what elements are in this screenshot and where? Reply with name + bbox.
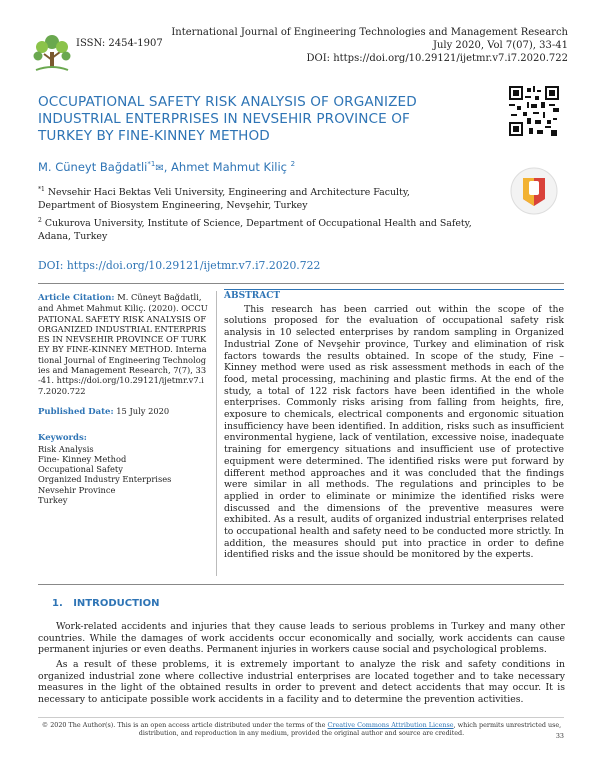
- keyword-item: Organized Industry Enterprises: [38, 474, 172, 485]
- footer-divider: [38, 717, 564, 718]
- issn: ISSN: 2454-1907: [76, 38, 163, 49]
- keyword-item: Turkey: [38, 495, 68, 506]
- copyright-post: , which permits unrestricted use, distribution, and reproduction in any medium, provided the original author and source are credited.: [138, 721, 562, 737]
- intro-paragraph-2: As a result of these problems, it is extremely important to analyze the risk and safety conditions in organized industrial zone where collective industrial enterprises are located together and to take necessary measures in the light of the obtained results in order to prevent and detect accidents that may occur. It is necessary to anticipate possible work accidents in a facility and to determine the prevention activities.: [38, 659, 565, 705]
- journal-name: International Journal of Engineering Technologies and Management Research: [171, 27, 568, 38]
- page-number: 33: [555, 732, 564, 740]
- column-divider: [216, 291, 217, 576]
- keywords-block: [38, 433, 208, 505]
- footer-copyright: [38, 721, 565, 737]
- qr-code-icon: [509, 86, 559, 136]
- published-date: 15 July 2020: [116, 405, 170, 416]
- divider-top: [38, 283, 564, 284]
- crossmark-badge[interactable]: [509, 166, 559, 216]
- citation-label: Article Citation:: [38, 293, 115, 303]
- abstract: [224, 291, 564, 561]
- divider-abstract-top: [224, 289, 564, 290]
- divider-bottom: [38, 584, 564, 585]
- header-doi: DOI: https://doi.org/10.29121/ijetmr.v7.i7.2020.722: [306, 53, 568, 64]
- affiliation-2-text: Cukurova University, Institute of Science, Department of Occupational Health and Safety, Adana, Turkey: [38, 218, 472, 242]
- abstract-text: This research has been carried out within the scope of the solutions proposed for the evaluation of occupational safety risk analysis in 10 selected enterprises by random sampling in Organized Industrial Zone of Nevşehir province, Turkey and elimination of risk factors towards the results obtained. In scope of the study, Fine – Kinney method were used as risk assessment methods in each of the food, metal processing, machining and plastic firms. At the end of the study, a total of 122 risk factors have been identified in the whole enterprises. Commonly risks arising from falling from heights, fire, exposure to chemicals, electrical components and ergonomic situation insufficiency have been identified. In addition, risks such as insufficient environmental hygiene, lack of ventilation, excessive noise, inadequate training for emergency situations and insufficient use of protective equipment were determined. The identified risks were put forward by different method approaches and it was concluded that the findings were similar in all methods. The regulations and principles to be applied in order to eliminate or minimize the identified risks were discussed and the dimensions of the preventive measures were exhibited. As a result, audits of organized industrial enterprises related to occupational health and safety need to be conducted more strictly. In addition, the measures should put into practice in order to define identified risks and the issue should be monitored by the experts.: [224, 303, 564, 561]
- affiliation-2: [38, 215, 478, 243]
- author-1[interactable]: M. Cüneyt Bağdatli: [38, 160, 148, 174]
- doi-line[interactable]: DOI: https://doi.org/10.29121/ijetmr.v7.i7.2020.722: [38, 259, 321, 272]
- author-2[interactable]: Ahmet Mahmut Kiliç: [171, 160, 288, 174]
- keywords-label: Keywords:: [38, 433, 87, 444]
- authors: [38, 160, 295, 174]
- article-title: OCCUPATIONAL SAFETY RISK ANALYSIS OF ORGANIZED INDUSTRIAL ENTERPRISES IN NEVSEHIR PROVINCE OF TURKEY BY FINE-KINNEY METHOD: [38, 94, 417, 144]
- affiliation-2-num: 2: [38, 217, 42, 224]
- issue-info: July 2020, Vol 7(07), 33-41: [432, 40, 568, 51]
- journal-logo: [30, 30, 74, 74]
- affiliation-1-text: Nevsehir Haci Bektas Veli University, Engineering and Architecture Faculty, Department of Biosystem Engineering, Nevşehir, Turkey: [38, 187, 410, 211]
- published-label: Published Date:: [38, 406, 114, 417]
- tree-logo-icon: [30, 30, 74, 74]
- license-link[interactable]: Creative Commons Attribution License: [327, 721, 454, 729]
- author-separator: ,: [163, 160, 172, 174]
- journal-header: [171, 26, 568, 65]
- abstract-heading: ABSTRACT: [224, 291, 281, 301]
- published-block: [38, 406, 208, 417]
- keyword-item: Risk Analysis: [38, 443, 94, 454]
- author-1-sup: *1: [147, 160, 156, 169]
- keyword-item: Nevsehir Province: [38, 484, 116, 495]
- affiliation-1: [38, 184, 458, 212]
- sidebar: [38, 292, 208, 505]
- crossmark-icon[interactable]: [509, 166, 559, 216]
- affiliation-1-num: *1: [38, 186, 45, 193]
- envelope-icon[interactable]: ✉: [155, 163, 164, 174]
- citation-block: [38, 292, 208, 396]
- qr-code: [509, 86, 559, 136]
- keyword-item: Fine- Kinney Method: [38, 453, 127, 464]
- intro-heading: 1. INTRODUCTION: [52, 598, 160, 609]
- citation-text: M. Cüneyt Bağdatli, and Ahmet Mahmut Kiliç. (2020). OCCUPATIONAL SAFETY RISK ANALYSIS OF ORGANIZED INDUSTRIAL ENTERPRISES IN NEVSEHIR PROVINCE OF TURKEY BY FINE-KINNEY METHOD. International Journal of Engineering Technologies and Management Research, 7(7), 33-41. https://doi.org/10.29121/ijetmr.v7.i7.2020.722: [38, 292, 208, 396]
- keyword-item: Occupational Safety: [38, 464, 123, 475]
- author-2-sup: 2: [290, 160, 296, 169]
- intro-paragraph-1: Work-related accidents and injuries that they cause leads to serious problems in Turkey and many other countries. While the damages of work accidents occur economically and socially, work accidents can cause permanent injuries or even deaths. Permanent injuries in workers cause social and psychological problems.: [38, 621, 565, 656]
- copyright-pre: © 2020 The Author(s). This is an open access article distributed under the terms of the: [41, 721, 328, 729]
